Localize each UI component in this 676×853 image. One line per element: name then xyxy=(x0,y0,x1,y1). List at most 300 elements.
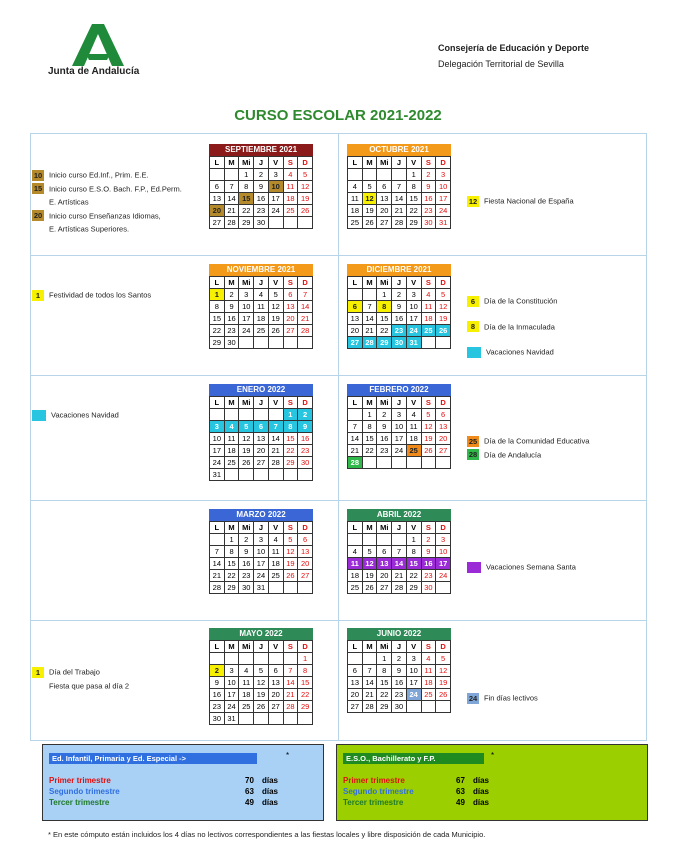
legend-item xyxy=(32,288,151,302)
legend-swatch: 10 xyxy=(33,170,43,180)
day-cell: 5 xyxy=(362,181,377,193)
day-cell: 30 xyxy=(392,701,407,713)
legend-item xyxy=(467,434,589,448)
day-cell: 20 xyxy=(377,570,392,582)
day-cell: 11 xyxy=(283,181,298,193)
week-row xyxy=(348,181,451,193)
day-cell: 22 xyxy=(406,205,421,217)
day-cell: 8 xyxy=(362,421,377,433)
weekday-label: Mi xyxy=(239,522,254,534)
week-row xyxy=(210,433,313,445)
weekday-label: Mi xyxy=(239,277,254,289)
day-cell: 12 xyxy=(298,181,313,193)
day-cell: 13 xyxy=(348,677,363,689)
day-cell: 22 xyxy=(377,325,392,337)
week-row xyxy=(348,217,451,229)
day-cell: 28 xyxy=(392,582,407,594)
day-cell: 21 xyxy=(210,570,225,582)
summary-right-star: * xyxy=(491,751,495,760)
day-cell: 15 xyxy=(283,433,298,445)
empty-cell xyxy=(283,469,298,481)
empty-cell xyxy=(436,582,451,594)
day-cell: 13 xyxy=(298,546,313,558)
day-cell: 30 xyxy=(421,217,436,229)
legend-text: Día de la Comunidad Educativa xyxy=(484,436,590,446)
weekday-label: D xyxy=(298,397,313,409)
day-cell: 4 xyxy=(348,181,363,193)
weekday-label: M xyxy=(362,522,377,534)
day-cell: 25 xyxy=(421,325,436,337)
day-cell: 20 xyxy=(283,313,298,325)
weekday-label: D xyxy=(298,522,313,534)
weekday-header xyxy=(348,157,451,169)
week-row xyxy=(348,677,451,689)
day-cell: 1 xyxy=(224,534,239,546)
day-cell: 26 xyxy=(254,701,269,713)
day-cell: 5 xyxy=(254,665,269,677)
day-cell: 2 xyxy=(377,409,392,421)
day-cell: 18 xyxy=(348,570,363,582)
term-2-label: Segundo trimestre xyxy=(49,787,120,796)
page-title: CURSO ESCOLAR 2021-2022 xyxy=(234,107,442,124)
day-cell: 24 xyxy=(239,325,254,337)
empty-cell xyxy=(254,409,269,421)
term-1-unit: días xyxy=(262,776,279,785)
empty-cell xyxy=(283,337,298,349)
legend-swatch: 6 xyxy=(467,296,479,307)
weekday-label: M xyxy=(224,641,239,653)
day-cell: 11 xyxy=(254,301,269,313)
day-cell: 19 xyxy=(283,558,298,570)
week-row xyxy=(210,421,313,433)
empty-cell xyxy=(239,409,254,421)
legend-text: Vacaciones Navidad xyxy=(51,410,119,420)
weekday-label: S xyxy=(421,397,436,409)
day-cell: 15 xyxy=(377,313,392,325)
day-cell: 16 xyxy=(421,558,436,570)
day-cell: 4 xyxy=(283,169,298,181)
day-cell: 18 xyxy=(406,433,421,445)
day-cell: 27 xyxy=(210,217,225,229)
day-cell: 29 xyxy=(406,217,421,229)
day-cell: 16 xyxy=(392,677,407,689)
day-cell: 28 xyxy=(283,701,298,713)
week-row xyxy=(348,325,451,337)
day-cell: 17 xyxy=(436,193,451,205)
week-row xyxy=(210,313,313,325)
day-cell: 9 xyxy=(254,181,269,193)
weekday-label: V xyxy=(406,277,421,289)
week-row xyxy=(348,701,451,713)
weekday-label: L xyxy=(210,277,225,289)
day-cell: 21 xyxy=(362,325,377,337)
day-cell: 2 xyxy=(392,289,407,301)
term-1-label: Primer trimestre xyxy=(343,776,405,785)
week-row xyxy=(210,301,313,313)
org-name: Junta de Andalucía xyxy=(48,66,140,77)
week-row xyxy=(210,181,313,193)
weekday-label: L xyxy=(348,641,363,653)
empty-cell xyxy=(377,169,392,181)
day-cell: 29 xyxy=(239,217,254,229)
day-cell: 10 xyxy=(210,433,225,445)
empty-cell xyxy=(268,217,283,229)
day-cell: 18 xyxy=(421,677,436,689)
week-row xyxy=(348,534,451,546)
day-cell: 6 xyxy=(283,289,298,301)
day-cell: 25 xyxy=(268,570,283,582)
day-cell: 3 xyxy=(239,289,254,301)
weekday-label: Mi xyxy=(239,397,254,409)
weekday-label: D xyxy=(298,641,313,653)
day-cell: 26 xyxy=(268,325,283,337)
day-cell: 31 xyxy=(436,217,451,229)
day-cell: 5 xyxy=(421,409,436,421)
week-row xyxy=(348,301,451,313)
day-cell: 8 xyxy=(406,546,421,558)
day-cell: 25 xyxy=(254,325,269,337)
empty-cell xyxy=(348,169,363,181)
day-cell: 6 xyxy=(210,181,225,193)
day-cell: 10 xyxy=(224,677,239,689)
month-grid xyxy=(209,640,313,725)
weekday-label: J xyxy=(254,397,269,409)
day-cell: 10 xyxy=(239,301,254,313)
day-cell: 12 xyxy=(268,301,283,313)
empty-cell xyxy=(254,337,269,349)
day-cell: 6 xyxy=(348,665,363,677)
day-cell: 23 xyxy=(421,570,436,582)
day-cell: 20 xyxy=(298,558,313,570)
day-cell: 20 xyxy=(254,445,269,457)
weekday-header xyxy=(348,641,451,653)
day-cell: 18 xyxy=(421,313,436,325)
empty-cell xyxy=(348,289,363,301)
day-cell: 24 xyxy=(268,205,283,217)
summary-infantil-primaria xyxy=(42,744,324,821)
day-cell: 14 xyxy=(392,558,407,570)
week-row xyxy=(210,469,313,481)
legend-item xyxy=(467,194,574,208)
summary-right-heading: E.S.O., Bachillerato y F.P. xyxy=(343,753,484,764)
day-cell: 12 xyxy=(362,558,377,570)
month-title: MAYO 2022 xyxy=(209,628,313,640)
legend-swatch xyxy=(32,197,44,208)
weekday-label: M xyxy=(224,522,239,534)
month-grid xyxy=(347,521,451,594)
week-row xyxy=(348,689,451,701)
day-cell: 18 xyxy=(268,558,283,570)
empty-cell xyxy=(268,337,283,349)
empty-cell xyxy=(421,337,436,349)
legend-text: E. Artísticas xyxy=(49,197,89,207)
day-cell: 16 xyxy=(421,193,436,205)
legend-swatch: 1 xyxy=(32,667,44,678)
day-cell: 25 xyxy=(283,205,298,217)
empty-cell xyxy=(283,582,298,594)
day-cell: 3 xyxy=(406,653,421,665)
month-grid xyxy=(347,396,451,469)
empty-cell xyxy=(239,653,254,665)
weekday-label: S xyxy=(283,522,298,534)
empty-cell xyxy=(239,337,254,349)
day-cell: 14 xyxy=(362,313,377,325)
month-title: ENERO 2022 xyxy=(209,384,313,396)
day-cell: 29 xyxy=(298,701,313,713)
legend-text: E. Artísticas Superiores. xyxy=(49,224,130,234)
day-cell: 24 xyxy=(436,570,451,582)
day-cell: 13 xyxy=(254,433,269,445)
calendar-may-2022 xyxy=(209,628,313,725)
day-cell: 31 xyxy=(406,337,421,349)
month-grid xyxy=(209,521,313,594)
day-cell: 29 xyxy=(283,457,298,469)
legend-text: Fin días lectivos xyxy=(484,693,538,703)
day-cell: 13 xyxy=(348,313,363,325)
empty-cell xyxy=(224,409,239,421)
day-cell: 25 xyxy=(421,689,436,701)
day-cell: 14 xyxy=(348,433,363,445)
weekday-label: J xyxy=(392,157,407,169)
month-title: SEPTIEMBRE 2021 xyxy=(209,144,313,156)
day-cell: 21 xyxy=(224,205,239,217)
day-cell: 29 xyxy=(224,582,239,594)
weekday-label: Mi xyxy=(377,641,392,653)
legend-text: Inicio curso Ed.Inf., Prim. E.E. xyxy=(49,170,149,180)
day-cell: 23 xyxy=(392,689,407,701)
legend-item xyxy=(467,691,538,705)
day-cell: 6 xyxy=(254,421,269,433)
day-cell: 21 xyxy=(298,313,313,325)
empty-cell xyxy=(254,469,269,481)
weekday-label: J xyxy=(392,641,407,653)
empty-cell xyxy=(362,653,377,665)
day-cell: 20 xyxy=(210,205,225,217)
empty-cell xyxy=(298,713,313,725)
weekday-label: L xyxy=(210,641,225,653)
day-cell: 13 xyxy=(283,301,298,313)
weekday-header xyxy=(348,397,451,409)
notes-june xyxy=(467,691,538,705)
day-cell: 4 xyxy=(348,546,363,558)
calendar-december-2021 xyxy=(347,264,451,349)
empty-cell xyxy=(268,409,283,421)
day-cell: 4 xyxy=(421,653,436,665)
day-cell: 24 xyxy=(406,325,421,337)
week-row xyxy=(210,337,313,349)
term-3-unit: días xyxy=(262,798,279,807)
day-cell: 29 xyxy=(377,701,392,713)
day-cell: 8 xyxy=(283,421,298,433)
day-cell: 21 xyxy=(392,205,407,217)
legend-text: Día de Andalucía xyxy=(484,450,542,460)
term-3-days: 49 xyxy=(456,798,465,807)
legend-item xyxy=(32,665,129,679)
day-cell: 22 xyxy=(224,570,239,582)
weekday-label: J xyxy=(392,522,407,534)
day-cell: 14 xyxy=(268,433,283,445)
week-row xyxy=(210,546,313,558)
legend-text: Vacaciones Navidad xyxy=(486,347,554,357)
notes-january xyxy=(32,408,119,422)
day-cell: 13 xyxy=(377,558,392,570)
day-cell: 27 xyxy=(283,325,298,337)
weekday-label: D xyxy=(436,522,451,534)
legend-item xyxy=(32,679,129,693)
empty-cell xyxy=(283,713,298,725)
day-cell: 5 xyxy=(436,289,451,301)
day-cell: 26 xyxy=(283,570,298,582)
day-cell: 22 xyxy=(239,205,254,217)
day-cell: 5 xyxy=(283,534,298,546)
term-3-days: 49 xyxy=(245,798,254,807)
day-cell: 8 xyxy=(377,301,392,313)
day-cell: 15 xyxy=(362,433,377,445)
day-cell: 23 xyxy=(224,325,239,337)
notes-november xyxy=(32,288,151,302)
day-cell: 9 xyxy=(377,421,392,433)
summary-left-star: * xyxy=(286,751,290,760)
weekday-label: S xyxy=(421,522,436,534)
day-cell: 12 xyxy=(436,301,451,313)
weekday-label: D xyxy=(436,641,451,653)
month-grid xyxy=(347,276,451,349)
week-row xyxy=(348,665,451,677)
empty-cell xyxy=(362,289,377,301)
calendar-october-2021 xyxy=(347,144,451,229)
empty-cell xyxy=(224,169,239,181)
day-cell: 22 xyxy=(298,689,313,701)
legend-item xyxy=(32,195,182,209)
week-row xyxy=(348,546,451,558)
day-cell: 19 xyxy=(268,313,283,325)
legend-swatch: 28 xyxy=(468,450,478,460)
day-cell: 30 xyxy=(224,337,239,349)
day-cell: 21 xyxy=(283,689,298,701)
day-cell: 3 xyxy=(436,169,451,181)
day-cell: 19 xyxy=(239,445,254,457)
empty-cell xyxy=(298,337,313,349)
weekday-label: S xyxy=(421,277,436,289)
weekday-label: V xyxy=(406,522,421,534)
day-cell: 12 xyxy=(436,665,451,677)
day-cell: 13 xyxy=(436,421,451,433)
day-cell: 24 xyxy=(224,701,239,713)
day-cell: 10 xyxy=(406,301,421,313)
day-cell: 3 xyxy=(436,534,451,546)
day-cell: 11 xyxy=(224,433,239,445)
day-cell: 21 xyxy=(268,445,283,457)
empty-cell xyxy=(362,169,377,181)
day-cell: 1 xyxy=(239,169,254,181)
day-cell: 25 xyxy=(348,582,363,594)
weekday-label: L xyxy=(210,157,225,169)
weekday-label: J xyxy=(392,277,407,289)
calendar-february-2022 xyxy=(347,384,451,469)
day-cell: 26 xyxy=(239,457,254,469)
day-cell: 17 xyxy=(210,445,225,457)
day-cell: 30 xyxy=(239,582,254,594)
day-cell: 9 xyxy=(239,546,254,558)
notes-february xyxy=(467,434,589,461)
day-cell: 18 xyxy=(239,689,254,701)
weekday-label: L xyxy=(348,397,363,409)
month-grid xyxy=(209,156,313,229)
day-cell: 30 xyxy=(298,457,313,469)
day-cell: 23 xyxy=(377,445,392,457)
legend-item xyxy=(467,448,589,462)
legend-item xyxy=(467,314,557,340)
day-cell: 26 xyxy=(362,217,377,229)
day-cell: 7 xyxy=(210,546,225,558)
weekday-label: J xyxy=(392,397,407,409)
weekday-label: D xyxy=(298,277,313,289)
legend-item xyxy=(467,339,557,365)
week-row xyxy=(348,337,451,349)
footnote: * En este cómputo están incluidos los 4 días no lectivos correspondientes a las fiestas locales y libre disposición de cada Municipio. xyxy=(48,830,486,839)
empty-cell xyxy=(239,713,254,725)
day-cell: 8 xyxy=(377,665,392,677)
day-cell: 16 xyxy=(392,313,407,325)
weekday-label: V xyxy=(406,641,421,653)
day-cell: 12 xyxy=(362,193,377,205)
weekday-header xyxy=(210,277,313,289)
day-cell: 28 xyxy=(392,217,407,229)
day-cell: 29 xyxy=(406,582,421,594)
day-cell: 20 xyxy=(436,433,451,445)
empty-cell xyxy=(268,582,283,594)
week-row xyxy=(348,570,451,582)
legend-text: Inicio curso Enseñanzas Idiomas, xyxy=(49,211,161,221)
week-row xyxy=(210,169,313,181)
weekday-label: Mi xyxy=(239,157,254,169)
legend-item xyxy=(32,182,182,196)
day-cell: 23 xyxy=(392,325,407,337)
day-cell: 16 xyxy=(254,193,269,205)
month-title: MARZO 2022 xyxy=(209,509,313,521)
month-title: ABRIL 2022 xyxy=(347,509,451,521)
day-cell: 13 xyxy=(377,193,392,205)
day-cell: 31 xyxy=(224,713,239,725)
weekday-label: M xyxy=(362,641,377,653)
day-cell: 6 xyxy=(268,665,283,677)
term-2-unit: días xyxy=(473,787,490,796)
day-cell: 4 xyxy=(421,289,436,301)
day-cell: 15 xyxy=(406,193,421,205)
day-cell: 19 xyxy=(436,677,451,689)
day-cell: 9 xyxy=(421,181,436,193)
week-row xyxy=(348,205,451,217)
weekday-header xyxy=(210,157,313,169)
legend-text: Día de la Inmaculada xyxy=(484,322,555,332)
weekday-label: S xyxy=(283,641,298,653)
term-3-label: Tercer trimestre xyxy=(49,798,110,807)
day-cell: 27 xyxy=(348,337,363,349)
day-cell: 7 xyxy=(362,301,377,313)
day-cell: 11 xyxy=(421,665,436,677)
weekday-label: L xyxy=(210,397,225,409)
day-cell: 15 xyxy=(377,677,392,689)
legend-swatch: 1 xyxy=(32,290,44,301)
day-cell: 28 xyxy=(362,701,377,713)
day-cell: 21 xyxy=(362,689,377,701)
legend-swatch: 15 xyxy=(33,184,43,194)
day-cell: 22 xyxy=(283,445,298,457)
day-cell: 20 xyxy=(377,205,392,217)
legend-item xyxy=(467,560,576,574)
day-cell: 16 xyxy=(210,689,225,701)
day-cell: 24 xyxy=(210,457,225,469)
